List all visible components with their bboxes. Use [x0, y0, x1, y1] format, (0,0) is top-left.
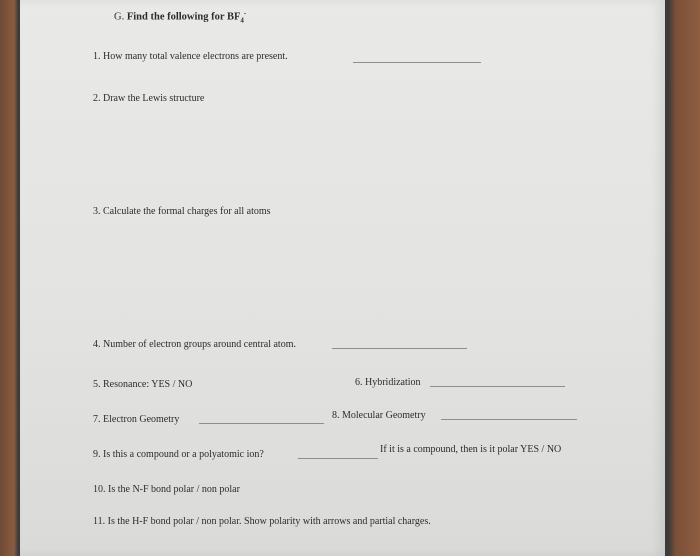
- question-9-followup: If it is a compound, then is it polar YES / NO: [380, 444, 562, 455]
- section-label: G.: [114, 11, 125, 23]
- question-6: 6. Hybridization: [355, 377, 421, 388]
- formula-superscript: -: [243, 9, 247, 17]
- answer-line-9[interactable]: [298, 458, 378, 459]
- answer-line-8[interactable]: [441, 419, 577, 420]
- question-1: 1. How many total valence electrons are present.: [93, 51, 288, 62]
- question-5: 5. Resonance: YES / NO: [93, 379, 193, 390]
- question-8: 8. Molecular Geometry: [332, 410, 426, 421]
- answer-line-1[interactable]: [353, 62, 481, 63]
- answer-line-7[interactable]: [199, 423, 324, 424]
- question-4: 4. Number of electron groups around central atom.: [93, 339, 296, 350]
- question-2: 2. Draw the Lewis structure: [93, 93, 205, 104]
- section-header: [114, 9, 246, 25]
- question-3: 3. Calculate the formal charges for all atoms: [93, 206, 271, 217]
- answer-line-4[interactable]: [332, 348, 467, 349]
- question-10: 10. Is the N-F bond polar / non polar: [93, 484, 240, 495]
- answer-line-6[interactable]: [430, 386, 565, 387]
- worksheet-page: [20, 0, 665, 556]
- question-7: 7. Electron Geometry: [93, 414, 180, 425]
- question-11: 11. Is the H-F bond polar / non polar. Show polarity with arrows and partial charges.: [93, 516, 431, 527]
- section-title: Find the following for BF: [126, 11, 241, 23]
- formula-subscript: 4: [240, 16, 244, 25]
- question-9: 9. Is this a compound or a polyatomic ion?: [93, 449, 264, 460]
